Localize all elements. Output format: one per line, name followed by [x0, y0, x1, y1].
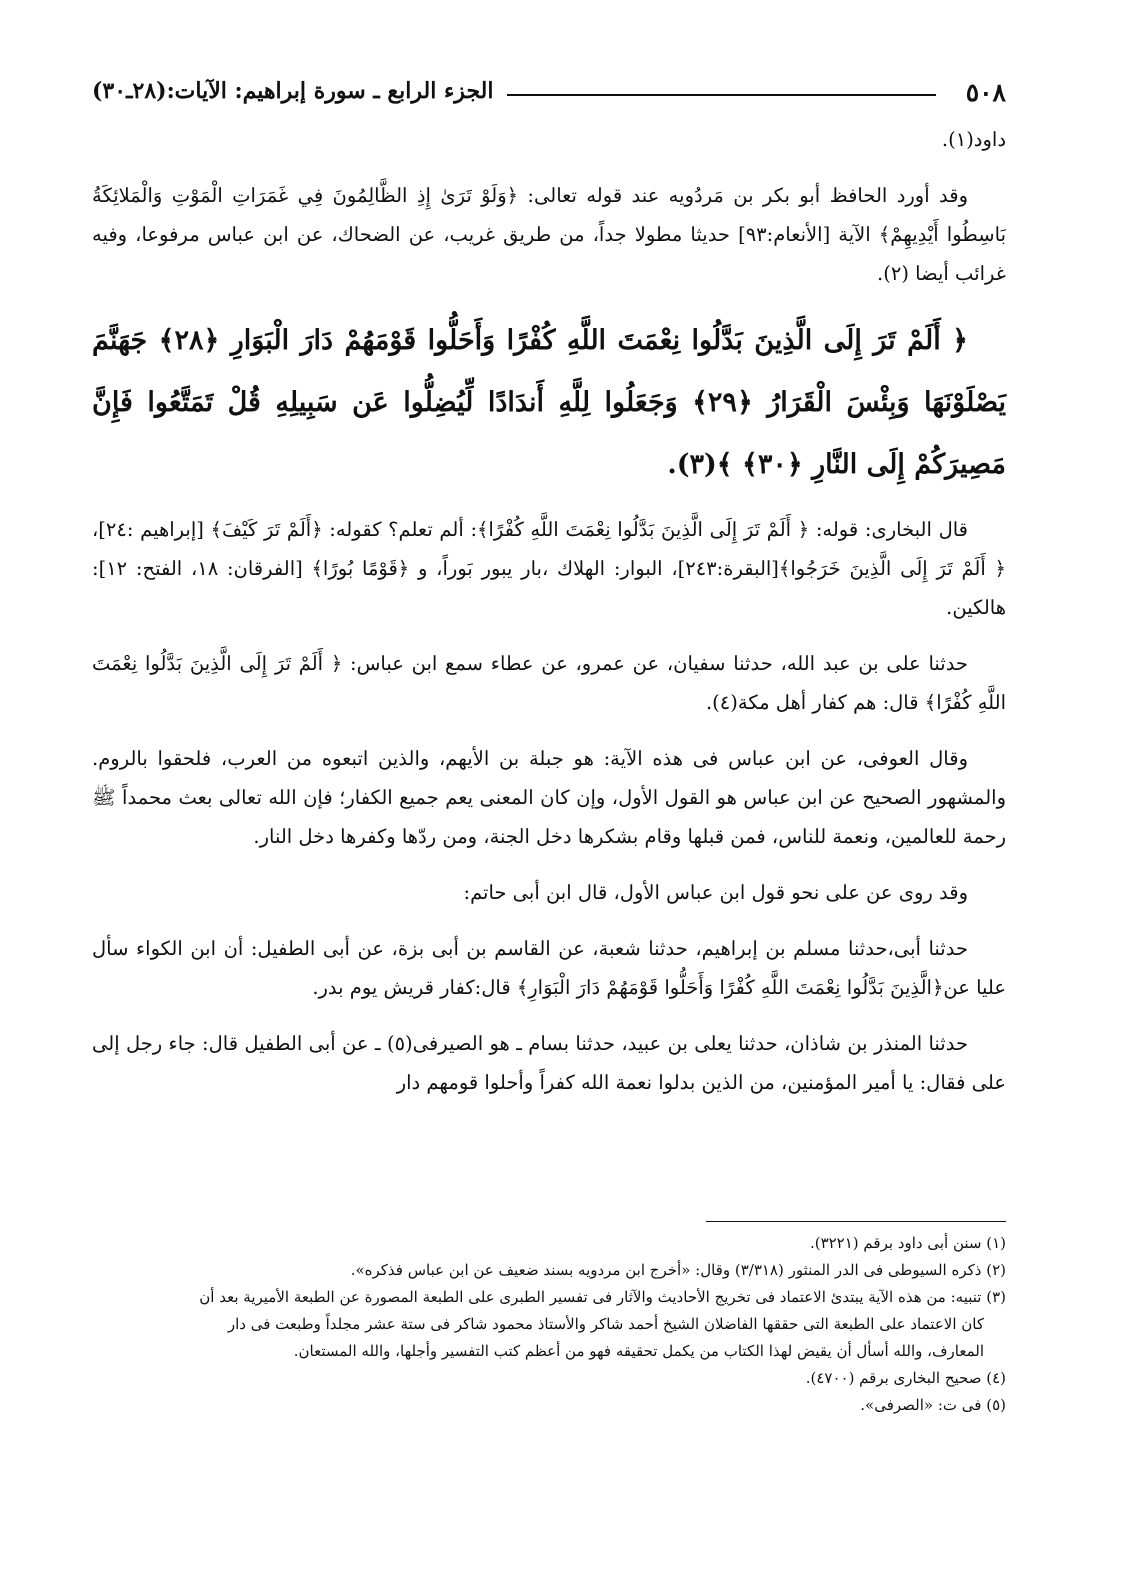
page-number: ٥٠٨: [965, 78, 1006, 107]
paragraph-hadith-ibn-abbas: حدثنا على بن عبد الله، حدثنا سفيان، عن عمرو، عن عطاء سمع ابن عباس: ﴿ أَلَمْ تَرَ إِلَى الَّذِينَ بَدَّلُوا نِعْمَتَ اللَّهِ كُفْرًا﴾ قال: هم كفار أهل مكة(٤).: [92, 652, 1006, 714]
footnote-1: (١) سنن أبى داود برقم (٣٢٢١).: [809, 1234, 1006, 1252]
header-rule: [507, 94, 936, 96]
paragraph-awfi: وقال العوفى، عن ابن عباس فى هذه الآية: هو جبلة بن الأيهم، والذين اتبعوه من العرب، فلحقوا بالروم. والمشهور الصحيح عن ابن عباس هو القول الأول، وإن كان المعنى يعم جميع الكفار؛ فإن الله تعالى بعث محمداً ﷺ رحمة للعالمين، ونعمة للناس، فمن قبلها وقام بشكرها دخل الجنة، ومن ردّها وكفرها دخل النار.: [92, 747, 1006, 848]
footnote-2: (٢) ذكره السيوطى فى الدر المنثور (٣/٣١٨) وقال: «أخرج ابن مردويه بسند ضعيف عن ابن عباس فذكره».: [350, 1261, 1006, 1279]
footnote-3-continuation: المعارف، والله أسأل أن يقيض لهذا الكتاب من يكمل تحقيقه فهو من أعظم كتب التفسير وأجلها، والله المستعان.: [293, 1342, 984, 1360]
footnote-3-continuation: كان الاعتماد على الطبعة التى حققها الفاضلان الشيخ أحمد شاكر والأستاذ محمود شاكر فى ستة عشر مجلداً وطبعت فى دار: [227, 1315, 984, 1333]
main-text: [92, 120, 1006, 1119]
footnotes: [92, 1230, 1006, 1419]
footnote-rule: [706, 1221, 1006, 1222]
footnote-3: (٣) تنبيه: من هذه الآية يبتدئ الاعتماد فى تخريج الأحاديث والآثار فى تفسير الطبرى على الطبعة المصورة عن الطبعة الأميرية بعد أن: [199, 1288, 1006, 1306]
paragraph-mundhir: حدثنا المنذر بن شاذان، حدثنا يعلى بن عبيد، حدثنا بسام ـ هو الصيرفى(٥) ـ عن أبى الطفيل قال: جاء رجل إلى على فقال: يا أمير المؤمنين، من الذين بدلوا نعمة الله كفراً وأحلوا قومهم دار: [92, 1032, 1006, 1094]
page-header: [92, 78, 1006, 116]
footnote-4: (٤) صحيح البخارى برقم (٤٧٠٠).: [805, 1369, 1006, 1387]
paragraph-ibn-mardawayh: وقد أورد الحافظ أبو بكر بن مَردُويه عند قوله تعالى: ﴿وَلَوْ تَرَىٰ إِذِ الظَّالِمُونَ فِي غَمَرَاتِ الْمَوْتِ وَالْمَلائِكَةُ بَاسِطُوا أَيْدِيهِمْ﴾ الآية [الأنعام:٩٣] حديثا مطولا جداً، من طريق غريب، عن الضحاك، عن ابن عباس مرفوعا، وفيه غرائب أيضا (٢).: [92, 184, 1006, 285]
quran-verse-block: ﴿ أَلَمْ تَرَ إِلَى الَّذِينَ بَدَّلُوا نِعْمَتَ اللَّهِ كُفْرًا وَأَحَلُّوا قَوْمَهُمْ دَارَ الْبَوَارِ ﴿٢٨﴾ جَهَنَّمَ يَصْلَوْنَهَا وَبِئْسَ الْقَرَارُ ﴿٢٩﴾ وَجَعَلُوا لِلَّهِ أَندَادًا لِّيُضِلُّوا عَن سَبِيلِهِ قُلْ تَمَتَّعُوا فَإِنَّ مَصِيرَكُمْ إِلَى النَّارِ ﴿٣٠﴾ ﴾(٣).: [92, 325, 1006, 480]
running-head: الجزء الرابع ـ سورة إبراهيم: الآيات:(٢٨ـ٣٠): [92, 78, 494, 104]
paragraph-ibn-al-kawwa: حدثنا أبى،حدثنا مسلم بن إبراهيم، حدثنا شعبة، عن القاسم بن أبى بزة، عن أبى الطفيل: أن ابن الكواء سأل عليا عن﴿الَّذِينَ بَدَّلُوا نِعْمَتَ اللَّهِ كُفْرًا وَأَحَلُّوا قَوْمَهُمْ دَارَ الْبَوَارِ﴾ قال:كفار قريش يوم بدر.: [92, 937, 1006, 999]
paragraph-continuation: داود(١).: [941, 128, 1006, 151]
footnote-5: (٥) فى ت: «الصرفى».: [860, 1396, 1006, 1414]
paragraph-ali-report: وقد روى عن على نحو قول ابن عباس الأول، قال ابن أبى حاتم:: [463, 881, 968, 904]
paragraph-bukhari: قال البخارى: قوله: ﴿ أَلَمْ تَرَ إِلَى الَّذِينَ بَدَّلُوا نِعْمَتَ اللَّهِ كُفْرًا﴾: ألم تعلم؟ كقوله: ﴿أَلَمْ تَرَ كَيْفَ﴾ [إبراهيم :٢٤]، ﴿ أَلَمْ تَرَ إِلَى الَّذِينَ خَرَجُوا﴾[البقرة:٢٤٣]، البوار: الهلاك ،بار يبور بَوراً، و ﴿قَوْمًا بُورًا﴾ [الفرقان: ١٨، الفتح: ١٢]: هالكين.: [92, 518, 1006, 619]
